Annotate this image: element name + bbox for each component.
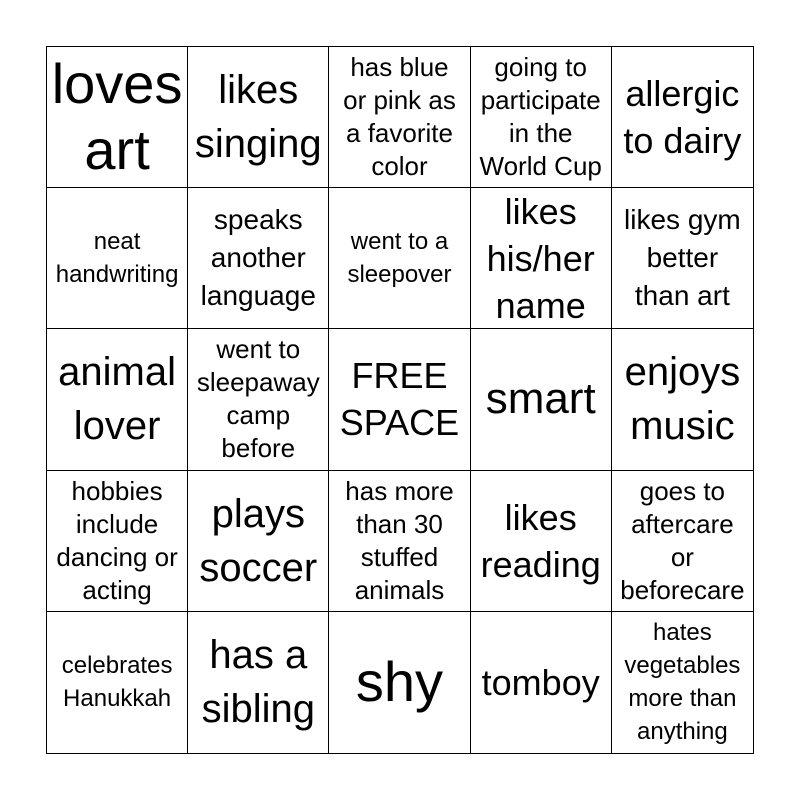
cell-text: likes his/her name [486, 190, 595, 326]
bingo-cell-r3c4[interactable] [471, 329, 612, 470]
bingo-cell-r3c5[interactable] [612, 329, 753, 470]
bingo-cell-r3c2[interactable] [188, 329, 329, 470]
cell-text: neat handwriting [55, 228, 179, 289]
bingo-cell-r2c1[interactable] [47, 188, 188, 329]
bingo-cell-r4c5[interactable] [612, 471, 753, 612]
cell-text: hobbies include dancing or acting [56, 475, 178, 605]
cell-text: hates vegetables more than anything [624, 619, 741, 746]
bingo-cell-r2c5[interactable] [612, 188, 753, 329]
cell-text: likes reading [480, 496, 601, 585]
cell-text: animal lover [58, 350, 177, 449]
bingo-cell-r1c5[interactable] [612, 47, 753, 188]
bingo-cell-r4c3[interactable] [329, 471, 470, 612]
cell-text: has more than 30 stuffed animals [345, 475, 454, 605]
bingo-cell-r1c2[interactable] [188, 47, 329, 188]
cell-text: goes to aftercare or beforecare [620, 475, 745, 605]
bingo-cell-r1c3[interactable] [329, 47, 470, 188]
free-space-cell[interactable] [329, 329, 470, 470]
bingo-cell-r2c4[interactable] [471, 188, 612, 329]
cell-text: enjoys music [624, 350, 741, 449]
bingo-cell-r4c1[interactable] [47, 471, 188, 612]
bingo-cell-r5c5[interactable] [612, 612, 753, 753]
cell-text: celebrates Hanukkah [61, 652, 173, 713]
bingo-cell-r4c4[interactable] [471, 471, 612, 612]
cell-text: allergic to dairy [623, 73, 742, 162]
bingo-cell-r1c1[interactable] [47, 47, 188, 188]
bingo-cell-r5c4[interactable] [471, 612, 612, 753]
cell-text: tomboy [481, 661, 600, 703]
bingo-cell-r1c4[interactable] [471, 47, 612, 188]
cell-text: likes singing [194, 68, 322, 167]
bingo-cell-r5c3[interactable] [329, 612, 470, 753]
bingo-cell-r2c2[interactable] [188, 188, 329, 329]
cell-text: has a sibling [201, 633, 315, 732]
cell-text: loves art [51, 52, 183, 182]
cell-text: has blue or pink as a favorite color [343, 52, 456, 182]
cell-text: went to a sleepover [347, 228, 452, 289]
bingo-cell-r3c1[interactable] [47, 329, 188, 470]
cell-text: smart [485, 374, 596, 424]
bingo-cell-r4c2[interactable] [188, 471, 329, 612]
cell-text: speaks another language [200, 204, 316, 312]
bingo-cell-r5c1[interactable] [47, 612, 188, 753]
bingo-cell-r2c3[interactable] [329, 188, 470, 329]
cell-text: shy [355, 650, 444, 714]
bingo-board [46, 46, 754, 754]
cell-text: FREE SPACE [339, 355, 460, 444]
cell-text: going to participate in the World Cup [479, 52, 602, 182]
cell-text: plays soccer [199, 491, 318, 590]
cell-text: likes gym better than art [624, 204, 741, 312]
bingo-cell-r5c2[interactable] [188, 612, 329, 753]
cell-text: went to sleepaway camp before [196, 334, 320, 464]
